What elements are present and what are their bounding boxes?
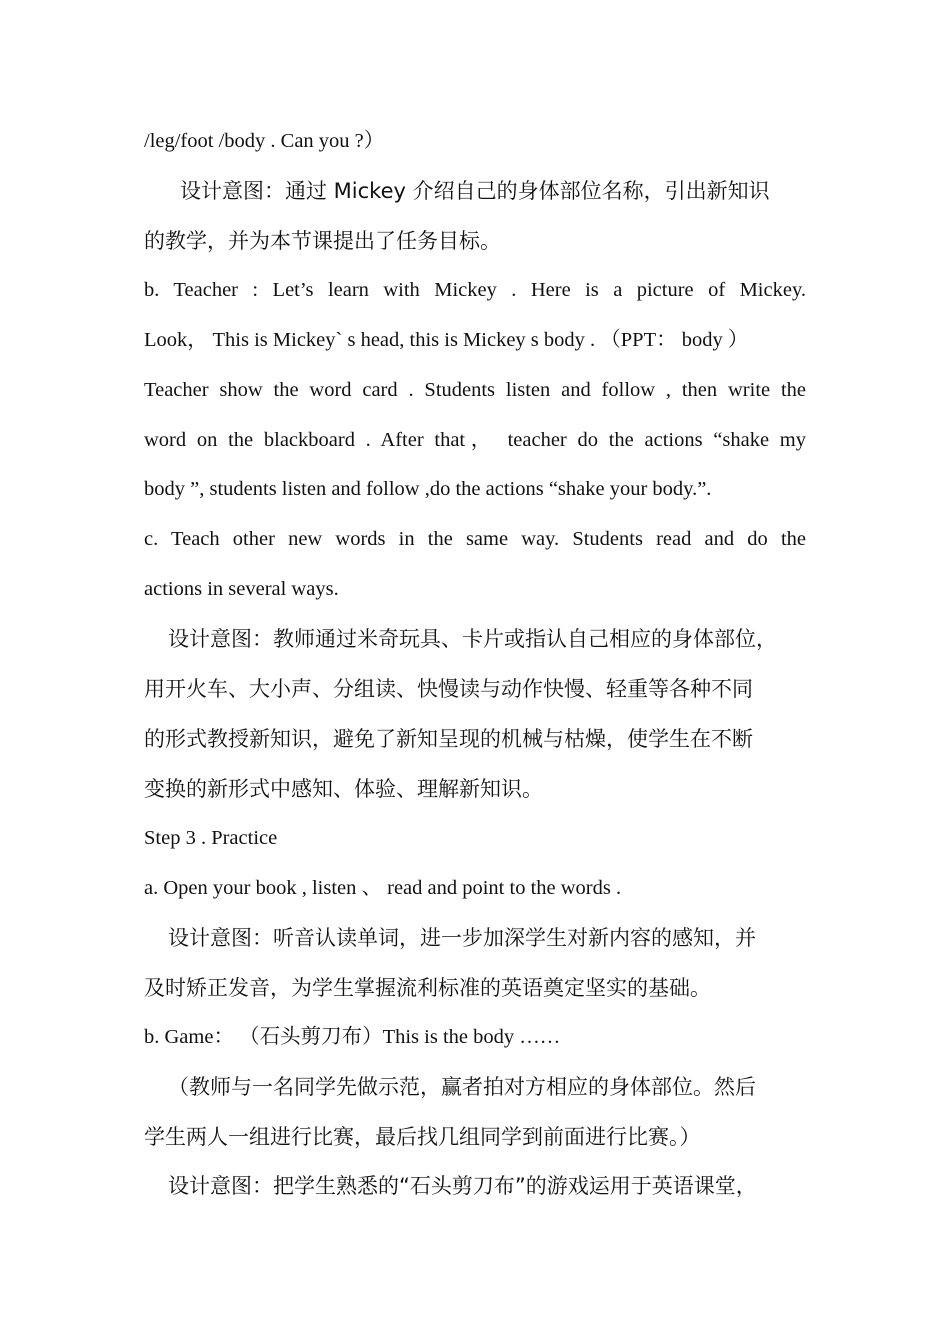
game-note-line-2: 学生两人一组进行比赛，最后找几组同学到前面进行比赛。） (144, 1125, 701, 1149)
design-intent-2-line-3: 的形式教授新知识，避免了新知呈现的机械与枯燥，使学生在不断 (144, 727, 753, 751)
design-intent-4-line-1: 设计意图：把学生熟悉的“石头剪刀布”的游戏运用于英语课堂， (168, 1174, 757, 1198)
design-intent-1-line-2: 的教学，并为本节课提出了任务目标。 (144, 229, 501, 253)
step-3-heading: Step 3 . Practice (144, 827, 278, 849)
design-intent-2-line-4: 变换的新形式中感知、体验、理解新知识。 (144, 777, 543, 801)
design-intent-2-line-1: 设计意图：教师通过米奇玩具、卡片或指认自己相应的身体部位， (168, 627, 777, 651)
step-c-line-1: c. Teach other new words in the same way. Students read and do the (144, 528, 806, 550)
practice-b-game-line: b. Game： （石头剪刀布）This is the body …… (144, 1026, 561, 1048)
step-c-line-2: actions in several ways. (144, 578, 339, 600)
design-intent-3-line-1: 设计意图：听音认读单词，进一步加深学生对新内容的感知，并 (168, 926, 756, 950)
step-b-line-5: body ”, students listen and follow ,do the actions “shake your body.”. (144, 478, 712, 500)
step-b-line-2: Look， This is Mickey` s head, this is Mickey s body . （PPT： body ） (144, 329, 749, 351)
step-b-line-1: b. Teacher : Let’s learn with Mickey . Here is a picture of Mickey. (144, 279, 806, 301)
game-note-line-1: （教师与一名同学先做示范，赢者拍对方相应的身体部位。然后 (168, 1075, 756, 1099)
design-intent-2-line-2: 用开火车、大小声、分组读、快慢读与动作快慢、轻重等各种不同 (144, 677, 753, 701)
design-intent-1-line-1: 设计意图：通过 Mickey 介绍自己的身体部位名称，引出新知识 (180, 179, 770, 203)
practice-a-line: a. Open your book , listen 、 read and point to the words . (144, 877, 622, 899)
step-b-line-3: Teacher show the word card . Students listen and follow , then write the (144, 379, 806, 401)
text-line-leg-foot-body: /leg/foot /body . Can you ?） (144, 130, 385, 152)
design-intent-3-line-2: 及时矫正发音，为学生掌握流利标准的英语奠定坚实的基础。 (144, 976, 711, 1000)
step-b-line-4: word on the blackboard . After that， teacher do the actions “shake my (144, 429, 806, 451)
